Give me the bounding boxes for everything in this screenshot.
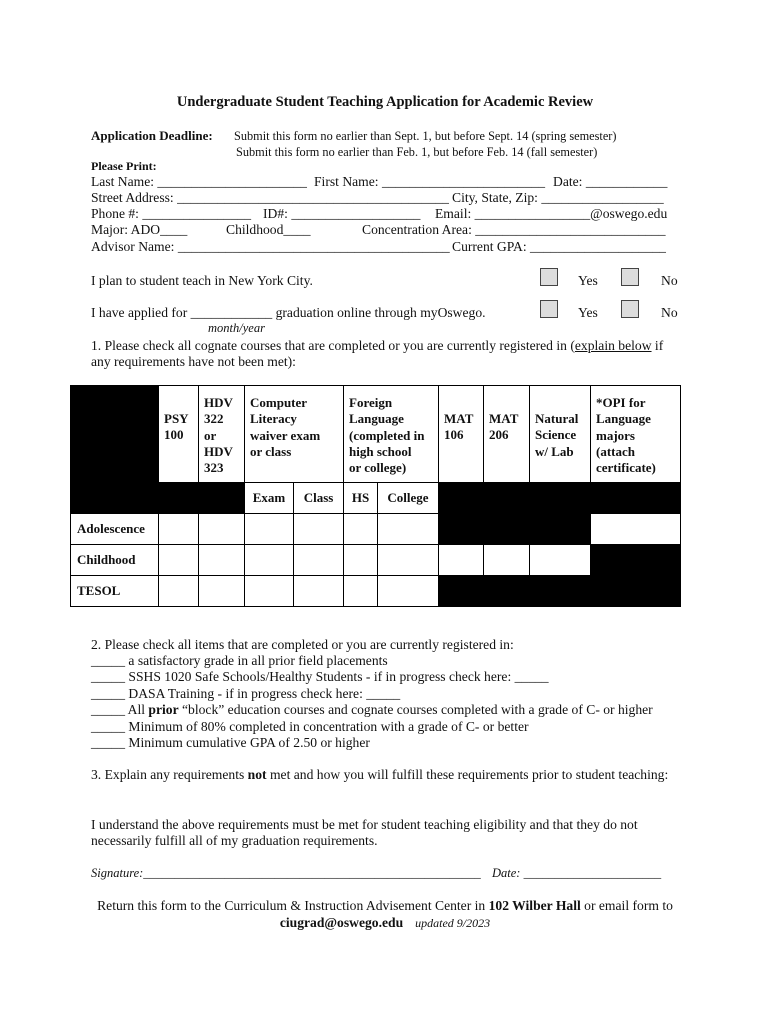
explain-below-link[interactable]: explain below (574, 338, 652, 353)
first-name-field[interactable]: First Name: ________________________ (314, 174, 546, 189)
check-cell[interactable] (484, 545, 530, 576)
header-psy-line: PSY (164, 411, 189, 426)
date-field[interactable]: Date: ____________ (553, 174, 668, 189)
check-cell[interactable] (159, 576, 199, 607)
header-foreign-line: (completed in (349, 427, 425, 443)
section-3-heading (91, 767, 668, 783)
contact-email[interactable]: ciugrad@oswego.edu (279, 915, 404, 930)
row-label-tesol: TESOL (71, 576, 159, 607)
section-1-text: 1. Please check all cognate courses that are completed or you are currently registered in ( (91, 338, 575, 353)
major-childhood-field[interactable]: Childhood____ (226, 222, 311, 237)
check-cell[interactable] (344, 576, 378, 607)
major-ado-field[interactable]: Major: ADO____ (91, 222, 188, 237)
acknowledgement-line-2: necessarily fulfill all of my graduation requirements. (91, 833, 378, 848)
nyc-question: I plan to student teach in New York City. (91, 273, 313, 288)
graduation-yes-checkbox[interactable] (540, 300, 558, 318)
blank-black-cell (439, 483, 681, 514)
nyc-yes-label: Yes (578, 273, 598, 288)
header-computer-line: Computer (250, 395, 308, 410)
advisor-field[interactable]: Advisor Name: ________________________________________ (91, 239, 450, 254)
header-mat106-line: MAT (444, 411, 474, 426)
checklist-item[interactable]: _____ a satisfactory grade in all prior field placements (91, 653, 388, 668)
header-foreign-line: or college) (349, 460, 407, 476)
subheader-college: College (378, 483, 439, 514)
deadline-line-1: Submit this form no earlier than Sept. 1, but before Sept. 14 (spring semester) (234, 129, 617, 143)
header-computer-line: Literacy (250, 411, 297, 427)
check-cell[interactable] (245, 514, 294, 545)
phone-field[interactable]: Phone #: ________________ (91, 206, 252, 221)
header-hdv (199, 386, 245, 483)
checklist-item-text: _____ All (91, 702, 149, 717)
blank-black-cell (71, 483, 245, 514)
header-natural-science (530, 386, 591, 483)
check-cell[interactable] (294, 545, 344, 576)
graduation-yes-label: Yes (578, 305, 598, 320)
return-text: or email form to (580, 898, 673, 913)
header-opi-line: Language majors (596, 411, 651, 443)
nyc-no-checkbox[interactable] (621, 268, 639, 286)
signature-date-field[interactable]: Date: ______________________ (492, 866, 662, 880)
header-natural-line: Natural (535, 411, 579, 426)
return-instructions (0, 898, 770, 914)
header-psy-line: 100 (164, 427, 184, 443)
check-cell[interactable] (294, 576, 344, 607)
row-label-childhood: Childhood (71, 545, 159, 576)
header-psy (159, 386, 199, 483)
section-2-heading: 2. Please check all items that are completed or you are currently registered in: (91, 637, 514, 652)
header-hdv-line: HDV (204, 395, 233, 410)
email-field[interactable]: Email: _________________@oswego.edu (435, 206, 668, 221)
section-3-text: 3. Explain any requirements (91, 767, 248, 782)
street-address-field[interactable]: Street Address: ________________________________________ (91, 190, 449, 205)
id-field[interactable]: ID#: ___________________ (263, 206, 421, 221)
check-cell[interactable] (378, 514, 439, 545)
section-3-bold: not (247, 767, 267, 782)
subheader-hs: HS (344, 483, 378, 514)
checklist-item[interactable]: _____ SSHS 1020 Safe Schools/Healthy Students - if in progress check here: _____ (91, 669, 549, 684)
acknowledgement-line-1: I understand the above requirements must be met for student teaching eligibility and that they do not (91, 817, 638, 832)
checklist-item[interactable]: _____ Minimum cumulative GPA of 2.50 or higher (91, 735, 370, 750)
nyc-yes-checkbox[interactable] (540, 268, 558, 286)
checklist-item[interactable] (91, 702, 653, 718)
header-opi (591, 386, 681, 483)
office-location: 102 Wilber Hall (488, 898, 581, 913)
header-foreign-line: high school (349, 443, 412, 459)
header-opi-line: *OPI for (596, 395, 646, 410)
header-natural-line: Science (535, 427, 577, 443)
graduation-no-label: No (661, 305, 678, 320)
graduation-question: I have applied for ____________ graduation online through myOswego. (91, 305, 486, 320)
check-cell[interactable] (344, 545, 378, 576)
checklist-item[interactable]: _____ DASA Training - if in progress check here: _____ (91, 686, 401, 701)
check-cell[interactable] (591, 514, 681, 545)
section-1-text-end: if (651, 338, 664, 353)
check-cell[interactable] (199, 545, 245, 576)
gpa-field[interactable]: Current GPA: ____________________ (452, 239, 666, 254)
nyc-no-label: No (661, 273, 678, 288)
return-text: Return this form to the Curriculum & Instruction Advisement Center in (97, 898, 489, 913)
check-cell[interactable] (378, 576, 439, 607)
header-hdv-line: 323 (204, 460, 224, 476)
section-1-heading-line-2: any requirements have not been met): (91, 354, 296, 369)
header-foreign-language (344, 386, 439, 483)
header-opi-line: (attach (596, 443, 635, 459)
check-cell[interactable] (344, 514, 378, 545)
city-state-zip-field[interactable]: City, State, Zip: __________________ (452, 190, 664, 205)
check-cell[interactable] (159, 514, 199, 545)
header-mat106-line: 106 (444, 427, 464, 443)
header-mat-106 (439, 386, 484, 483)
section-1-heading (91, 338, 663, 354)
contact-line (0, 914, 770, 932)
header-foreign-line: Foreign (349, 395, 393, 410)
header-natural-line: w/ Lab (535, 443, 574, 459)
checklist-item-bold: prior (148, 702, 179, 717)
blank-black-cell (439, 576, 681, 607)
check-cell[interactable] (378, 545, 439, 576)
corner-cell (71, 386, 159, 483)
subheader-exam: Exam (245, 483, 294, 514)
header-mat206-line: 206 (489, 427, 509, 443)
checklist-item-text: “block” education courses and cognate courses completed with a grade of C- or higher (178, 702, 653, 717)
subheader-class: Class (294, 483, 344, 514)
concentration-field[interactable]: Concentration Area: ____________________________ (362, 222, 666, 237)
last-name-field[interactable]: Last Name: ______________________ (91, 174, 307, 189)
check-cell[interactable] (530, 545, 591, 576)
blank-black-cell (439, 514, 591, 545)
check-cell[interactable] (294, 514, 344, 545)
header-computer-line: or class (250, 443, 292, 459)
check-cell[interactable] (199, 576, 245, 607)
check-cell[interactable] (159, 545, 199, 576)
header-mat206-line: MAT (489, 411, 519, 426)
header-hdv-line: or (204, 427, 217, 443)
check-cell[interactable] (245, 545, 294, 576)
cognate-courses-table (70, 385, 681, 607)
header-computer-line: waiver exam (250, 427, 321, 443)
section-3-text: met and how you will fulfill these requirements prior to student teaching: (266, 767, 669, 782)
header-hdv-line: HDV (204, 443, 233, 459)
header-mat-206 (484, 386, 530, 483)
header-foreign-line: Language (349, 411, 404, 427)
blank-black-cell (591, 545, 681, 576)
graduation-no-checkbox[interactable] (621, 300, 639, 318)
updated-date: updated 9/2023 (415, 916, 491, 930)
header-computer-literacy (245, 386, 344, 483)
signature-field[interactable]: Signature:______________________________________________________ (91, 866, 481, 880)
check-cell[interactable] (439, 545, 484, 576)
check-cell[interactable] (199, 514, 245, 545)
header-opi-line: certificate) (596, 460, 656, 476)
header-hdv-line: 322 (204, 411, 224, 427)
page-title: Undergraduate Student Teaching Application for Academic Review (176, 94, 594, 110)
deadline-line-2: Submit this form no earlier than Feb. 1, but before Feb. 14 (fall semester) (236, 145, 598, 159)
checklist-item[interactable]: _____ Minimum of 80% completed in concentration with a grade of C- or better (91, 719, 529, 734)
month-year-hint: month/year (208, 321, 265, 335)
row-label-adolescence: Adolescence (71, 514, 159, 545)
check-cell[interactable] (245, 576, 294, 607)
deadline-label: Application Deadline: (91, 128, 213, 143)
please-print-label: Please Print: (91, 159, 157, 173)
